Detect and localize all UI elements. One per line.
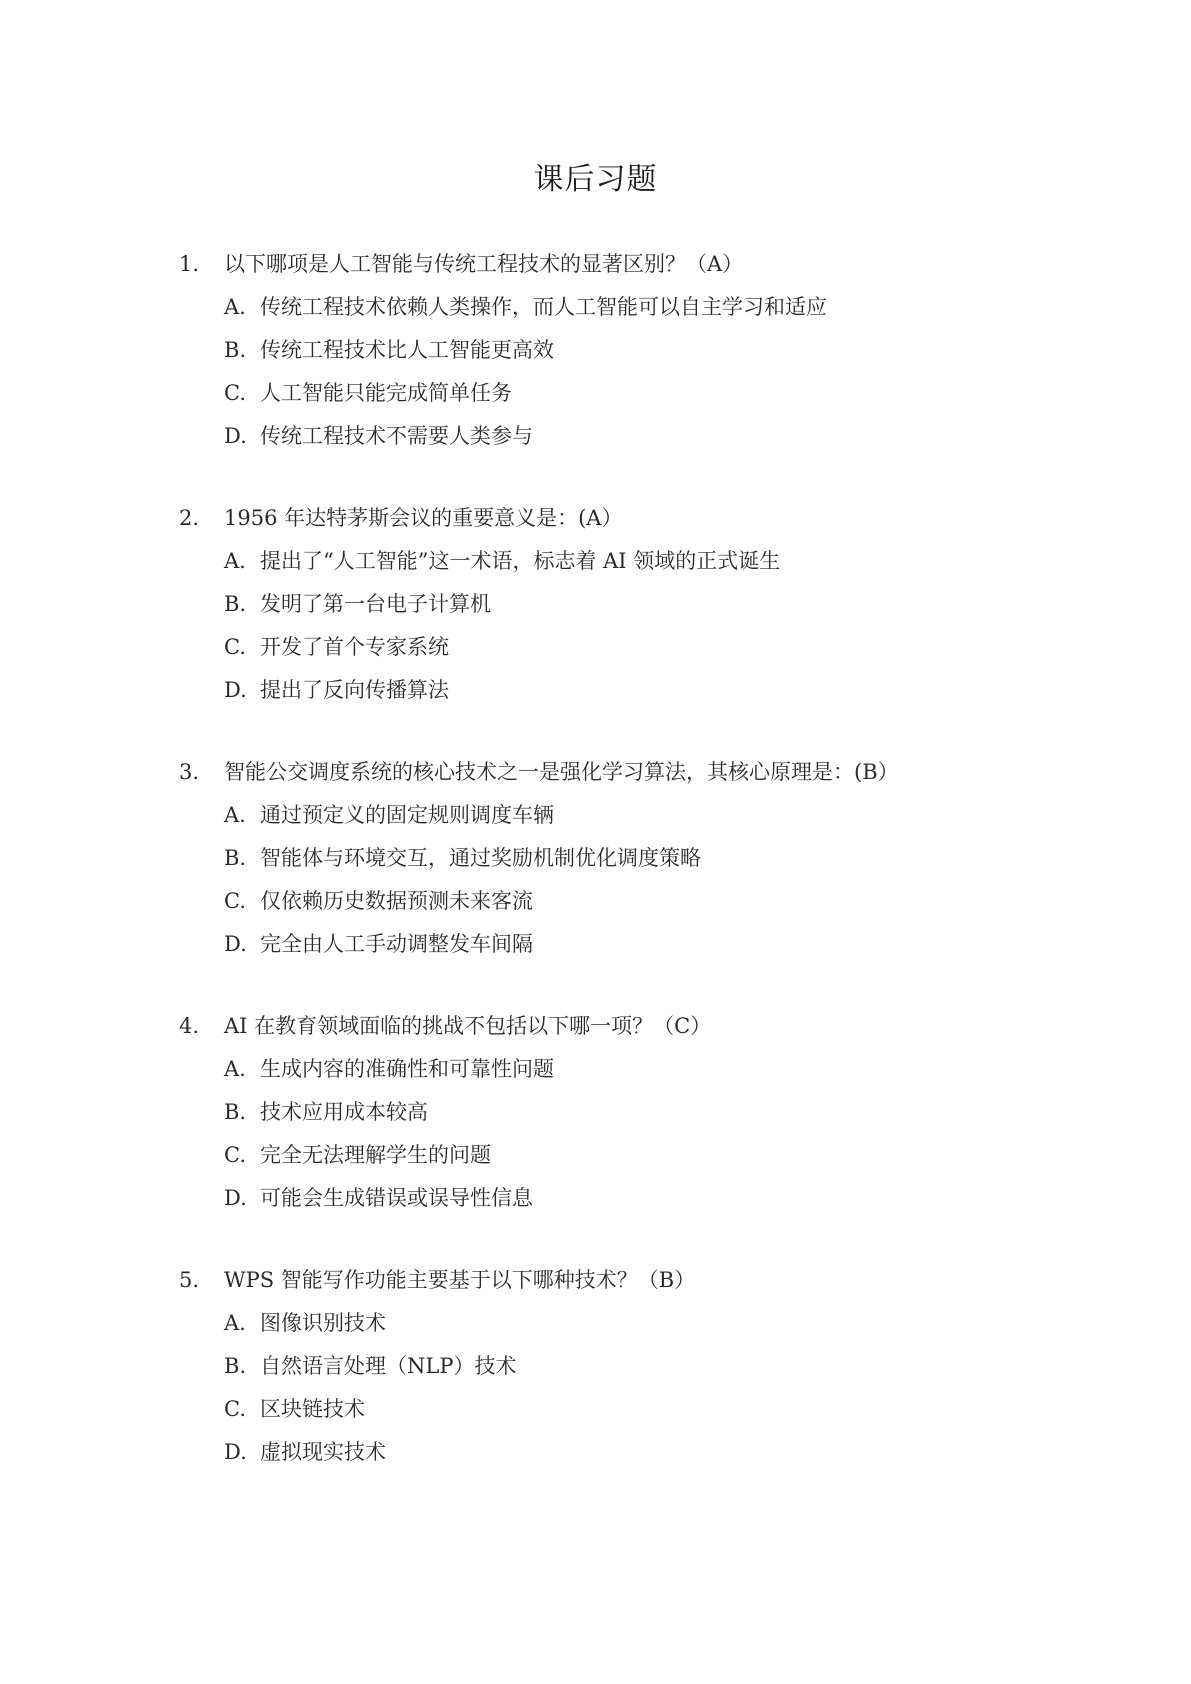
option-d [179,1177,1159,1220]
option-a [179,286,1159,329]
question-5 [179,1259,1159,1474]
option-text: 传统工程技术不需要人类参与 [260,424,533,448]
option-b [179,837,1159,880]
option-text: 完全无法理解学生的问题 [260,1143,491,1167]
question-number: 4. [179,1014,200,1038]
option-text: 提出了反向传播算法 [260,678,449,702]
option-letter: D. [224,1186,247,1210]
option-text: 完全由人工手动调整发车间隔 [260,932,533,956]
option-d [179,669,1159,712]
option-a [179,1048,1159,1091]
question-1 [179,243,1159,458]
option-d [179,415,1159,458]
option-d [179,923,1159,966]
option-letter: A. [224,1311,246,1335]
question-number: 5. [179,1268,200,1292]
option-letter: D. [224,424,247,448]
option-text: 生成内容的准确性和可靠性问题 [260,1057,554,1081]
option-text: 智能体与环境交互，通过奖励机制优化调度策略 [260,846,701,870]
option-letter: A. [224,1057,246,1081]
question-stem [179,497,1159,540]
question-number: 2. [179,506,200,530]
option-c [179,1134,1159,1177]
option-letter: A. [224,295,246,319]
option-text: 虚拟现实技术 [260,1440,386,1464]
question-number: 3. [179,760,200,784]
option-letter: A. [224,803,246,827]
option-c [179,880,1159,923]
question-text: 智能公交调度系统的核心技术之一是强化学习算法，其核心原理是：(B） [224,760,899,784]
option-letter: B. [224,338,247,362]
option-a [179,540,1159,583]
option-text: 传统工程技术依赖人类操作，而人工智能可以自主学习和适应 [260,295,827,319]
question-text: AI 在教育领域面临的挑战不包括以下哪一项？（C） [224,1014,712,1038]
option-text: 提出了“人工智能”这一术语，标志着 AI 领域的正式诞生 [260,549,781,573]
option-letter: C. [224,889,246,913]
option-letter: D. [224,932,247,956]
option-text: 人工智能只能完成简单任务 [260,381,512,405]
question-3 [179,751,1159,966]
option-text: 图像识别技术 [260,1311,386,1335]
option-text: 仅依赖历史数据预测未来客流 [260,889,533,913]
option-text: 发明了第一台电子计算机 [260,592,491,616]
option-d [179,1431,1159,1474]
option-letter: C. [224,381,246,405]
question-text: 以下哪项是人工智能与传统工程技术的显著区别？（A） [224,252,744,276]
option-letter: B. [224,1354,247,1378]
option-c [179,626,1159,669]
option-letter: D. [224,678,247,702]
question-2 [179,497,1159,712]
option-text: 传统工程技术比人工智能更高效 [260,338,554,362]
question-text: WPS 智能写作功能主要基于以下哪种技术？（B） [224,1268,696,1292]
question-stem [179,243,1159,286]
question-4 [179,1005,1159,1220]
option-letter: B. [224,1100,247,1124]
option-text: 自然语言处理（NLP）技术 [260,1354,517,1378]
option-letter: A. [224,549,246,573]
option-a [179,1302,1159,1345]
option-text: 区块链技术 [260,1397,365,1421]
option-letter: C. [224,1397,246,1421]
option-letter: B. [224,846,247,870]
option-text: 开发了首个专家系统 [260,635,449,659]
option-letter: C. [224,635,246,659]
option-letter: D. [224,1440,247,1464]
question-number: 1. [179,252,200,276]
option-text: 通过预定义的固定规则调度车辆 [260,803,554,827]
question-stem [179,1259,1159,1302]
question-stem [179,1005,1159,1048]
question-text: 1956 年达特茅斯会议的重要意义是：(A） [224,506,623,530]
option-c [179,1388,1159,1431]
option-text: 技术应用成本较高 [260,1100,428,1124]
question-stem [179,751,1159,794]
option-letter: C. [224,1143,246,1167]
option-b [179,583,1159,626]
option-letter: B. [224,592,247,616]
option-a [179,794,1159,837]
option-b [179,1345,1159,1388]
option-b [179,329,1159,372]
option-text: 可能会生成错误或误导性信息 [260,1186,533,1210]
option-c [179,372,1159,415]
option-b [179,1091,1159,1134]
page-title: 课后习题 [533,162,658,197]
